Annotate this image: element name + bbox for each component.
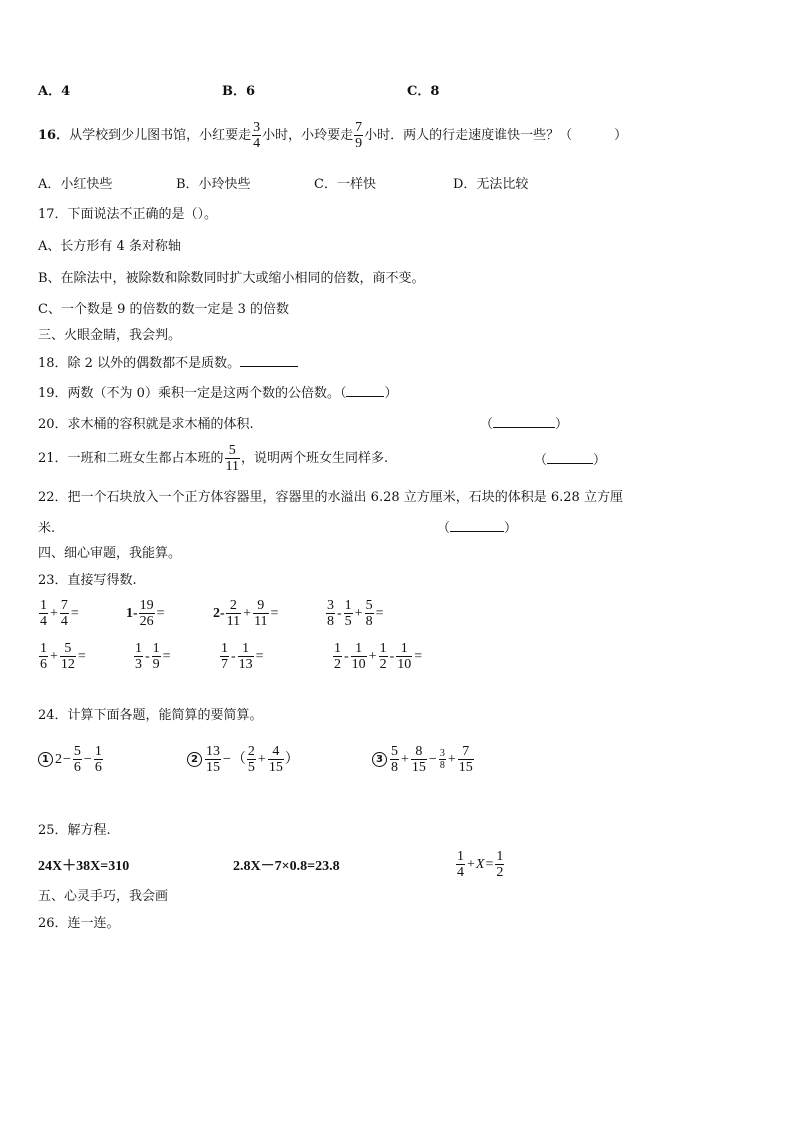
q16-fraction-1: $\frac{3}{4}$ bbox=[253, 120, 261, 151]
q22-answer bbox=[437, 521, 517, 537]
q19-close-paren: ） bbox=[384, 386, 398, 401]
q25-equation-2: 2.8X－7×0.8=23.8 bbox=[233, 859, 340, 874]
q22-close-paren: ） bbox=[504, 521, 518, 536]
q20-open-paren: （ bbox=[480, 417, 494, 432]
q23-expr-5: $\frac{1}{6}$ + $\frac{5}{12}$ = bbox=[40, 641, 86, 672]
q20-answer-blank[interactable] bbox=[493, 427, 555, 428]
circled-number-2-icon: 2 bbox=[187, 752, 202, 767]
q20-close-paren: ） bbox=[555, 417, 569, 432]
question-19 bbox=[38, 386, 397, 402]
section-4-heading: 四、细心审题，我能算。 bbox=[38, 546, 182, 561]
q16-number: 16． bbox=[38, 127, 70, 143]
question-18 bbox=[38, 356, 298, 372]
q21-open-paren: （ bbox=[534, 453, 548, 468]
q25-equation-3: $\frac{1}{4}$ + X = $\frac{1}{2}$ bbox=[457, 849, 504, 880]
q16-option-a: A．小红快些 bbox=[38, 177, 113, 192]
q17-option-b: B、在除法中，被除数和除数同时扩大或缩小相同的倍数，商不变。 bbox=[38, 271, 425, 286]
q24-problem-1: 1 2 − $\frac{5}{6}$ − $\frac{1}{6}$ bbox=[38, 744, 104, 775]
q21-text-2: ，说明两个班女生同样多. bbox=[241, 450, 389, 466]
q16-option-b: B．小玲快些 bbox=[176, 177, 251, 192]
q25-equation-1: 24X＋38X=310 bbox=[38, 859, 130, 874]
q19-text: 19．两数（不为 0）乘积一定是这两个数的公倍数。（ bbox=[38, 386, 347, 401]
q16-option-c: C．一样快 bbox=[314, 177, 376, 192]
q21-text-1: 21．一班和二班女生都占本班的 bbox=[38, 450, 224, 466]
q16-close-paren: ） bbox=[614, 127, 628, 143]
q21-fraction: $\frac{5}{11}$ bbox=[225, 443, 240, 474]
q16-text-1: 从学校到少儿图书馆，小红要走 bbox=[69, 127, 252, 143]
q24-title: 24．计算下面各题，能简算的要简算。 bbox=[38, 708, 263, 723]
q21-close-paren: ） bbox=[593, 453, 607, 468]
q25-title: 25．解方程. bbox=[38, 823, 111, 838]
q24-problem-3: 3 $\frac{5}{8}$ + $\frac{8}{15}$ − $\frac{3}{8}$ + $\frac{7}{15}$ bbox=[372, 744, 475, 775]
q23-expr-8: $\frac{1}{2}$ - $\frac{1}{10}$ + $\frac{1}{2}$ - $\frac{1}{10}$ = bbox=[334, 641, 423, 672]
q21-answer bbox=[534, 453, 606, 469]
q17-text: 17．下面说法不正确的是（）。 bbox=[38, 207, 218, 222]
question-21 bbox=[38, 443, 388, 474]
q17-option-a: A、长方形有 4 条对称轴 bbox=[38, 239, 181, 254]
q18-text: 18．除 2 以外的偶数都不是质数。 bbox=[38, 356, 241, 371]
q16-text-2: 小时，小玲要走 bbox=[262, 127, 354, 143]
q16-option-d: D．无法比较 bbox=[453, 177, 529, 192]
question-16 bbox=[38, 120, 627, 151]
q21-answer-blank[interactable] bbox=[547, 463, 593, 464]
q15-option-b: B．6 bbox=[222, 84, 256, 99]
section-5-heading: 五、心灵手巧，我会画 bbox=[38, 889, 169, 904]
q23-expr-1: $\frac{1}{4}$ + $\frac{7}{4}$ = bbox=[40, 598, 79, 629]
q15-option-c: C．8 bbox=[407, 84, 440, 99]
section-3-heading: 三、火眼金睛，我会判。 bbox=[38, 328, 182, 343]
q22-open-paren: （ bbox=[437, 521, 451, 536]
q16-fraction-2: $\frac{7}{9}$ bbox=[355, 120, 363, 151]
circled-number-1-icon: 1 bbox=[38, 752, 53, 767]
q20-text: 20．求木桶的容积就是求木桶的体积. bbox=[38, 417, 254, 432]
q23-expr-2: 1- $\frac{19}{26}$ = bbox=[126, 598, 165, 629]
q19-answer-blank[interactable] bbox=[346, 396, 384, 397]
q23-expr-3: 2- $\frac{2}{11}$ + $\frac{9}{11}$ = bbox=[213, 598, 279, 629]
q22-answer-blank[interactable] bbox=[450, 531, 504, 532]
q20-answer bbox=[480, 417, 568, 433]
q22-line-1: 22．把一个石块放入一个正方体容器里，容器里的水溢出 6.28 立方厘米，石块的体积是 6.28 立方厘 bbox=[38, 490, 623, 505]
q18-answer-blank[interactable] bbox=[240, 366, 298, 367]
q16-text-3: 小时．两人的行走速度谁快一些？（ bbox=[364, 127, 573, 143]
q23-title: 23．直接写得数. bbox=[38, 573, 137, 588]
q24-problem-2: 2 $\frac{13}{15}$ − （ $\frac{2}{5}$ + $\frac{4}{15}$ ） bbox=[187, 744, 299, 775]
q23-expr-6: $\frac{1}{3}$ - $\frac{1}{9}$ = bbox=[135, 641, 171, 672]
q15-option-a: A．4 bbox=[38, 84, 71, 99]
q23-expr-4: $\frac{3}{8}$ - $\frac{1}{5}$ + $\frac{5}{8}$ = bbox=[327, 598, 384, 629]
q22-line-2: 米. bbox=[38, 521, 56, 536]
q17-option-c: C、一个数是 9 的倍数的数一定是 3 的倍数 bbox=[38, 302, 290, 317]
question-26: 26．连一连。 bbox=[38, 916, 120, 931]
q23-expr-7: $\frac{1}{7}$ - $\frac{1}{13}$ = bbox=[221, 641, 264, 672]
circled-number-3-icon: 3 bbox=[372, 752, 387, 767]
